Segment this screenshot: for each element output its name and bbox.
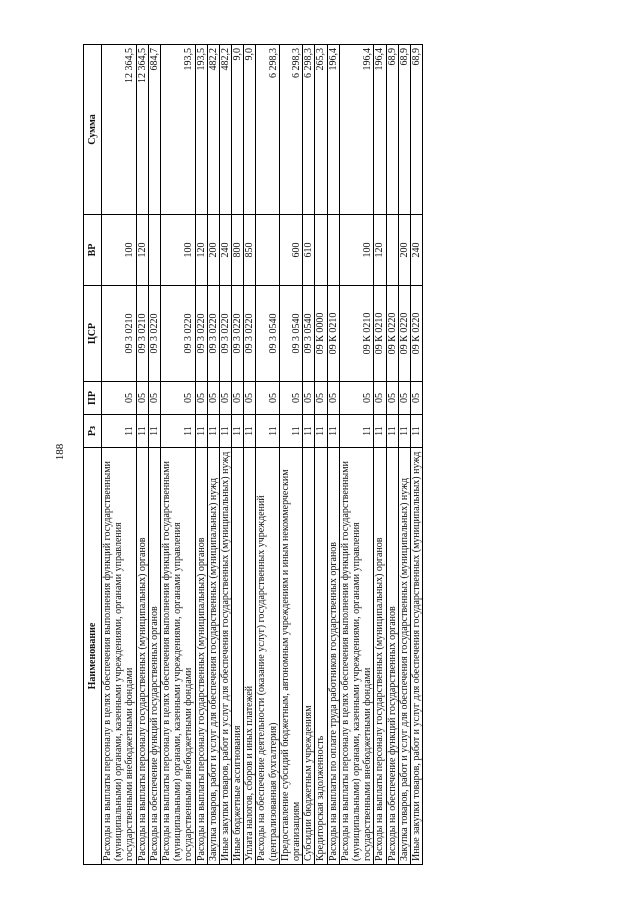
cell-csr: 09 3 0220 — [219, 286, 231, 382]
cell-sum: 9,0 — [244, 45, 256, 215]
cell-sum: 6 298,3 — [303, 45, 315, 215]
table-row — [160, 45, 195, 865]
cell-rz: 11 — [315, 415, 327, 448]
cell-name: Расходы на выплаты персоналу в целях обеспечения выполнения функций государственными (муниципальными) органами, казенными учреждениями, органами управления государственными внебюджетными фондами — [339, 448, 374, 865]
cell-rz: 11 — [244, 415, 256, 448]
cell-vr — [148, 215, 160, 286]
cell-sum: 265,3 — [315, 45, 327, 215]
cell-sum: 6 298,3 — [256, 45, 279, 215]
cell-sum: 68,9 — [386, 45, 398, 215]
cell-vr: 100 — [102, 215, 137, 286]
cell-name: Предоставление субсидий бюджетным, автономным учреждениям и иным некоммерческим организациям — [279, 448, 302, 865]
table-row — [148, 45, 160, 865]
cell-pr: 05 — [410, 382, 422, 415]
table-body — [102, 45, 423, 865]
cell-rz: 11 — [339, 415, 374, 448]
cell-sum: 193,5 — [160, 45, 195, 215]
cell-rz: 11 — [279, 415, 302, 448]
header-name: Наименование — [84, 448, 102, 865]
cell-vr: 120 — [195, 215, 207, 286]
cell-pr: 05 — [374, 382, 386, 415]
cell-csr: 09 К 0220 — [398, 286, 410, 382]
cell-sum: 12 364,5 — [102, 45, 137, 215]
cell-vr: 100 — [339, 215, 374, 286]
cell-pr: 05 — [327, 382, 339, 415]
cell-name: Расходы на выплаты персоналу государственных (муниципальных) органов — [195, 448, 207, 865]
cell-name: Иные закупки товаров, работ и услуг для обеспечения государственных (муниципальных) нужд — [219, 448, 231, 865]
cell-pr: 05 — [244, 382, 256, 415]
table-row — [232, 45, 244, 865]
cell-csr: 09 3 0220 — [148, 286, 160, 382]
cell-vr: 200 — [207, 215, 219, 286]
cell-sum: 6 298,3 — [279, 45, 302, 215]
cell-name: Закупка товаров, работ и услуг для обеспечения государственных (муниципальных) нужд — [398, 448, 410, 865]
cell-pr: 05 — [303, 382, 315, 415]
cell-pr: 05 — [386, 382, 398, 415]
cell-name: Расходы на выплаты персоналу государственных (муниципальных) органов — [136, 448, 148, 865]
cell-sum: 68,9 — [398, 45, 410, 215]
cell-vr: 600 — [279, 215, 302, 286]
table-row — [256, 45, 279, 865]
cell-vr: 120 — [374, 215, 386, 286]
cell-sum: 482,2 — [219, 45, 231, 215]
budget-table — [83, 44, 423, 865]
page-number: 188 — [54, 443, 66, 461]
cell-sum: 193,5 — [195, 45, 207, 215]
table-row — [102, 45, 137, 865]
cell-rz: 11 — [195, 415, 207, 448]
cell-rz: 11 — [398, 415, 410, 448]
cell-vr: 610 — [303, 215, 315, 286]
table-row — [207, 45, 219, 865]
cell-rz: 11 — [207, 415, 219, 448]
cell-csr: 09 3 0210 — [136, 286, 148, 382]
table-row — [136, 45, 148, 865]
cell-sum: 12 364,5 — [136, 45, 148, 215]
cell-vr — [256, 215, 279, 286]
cell-sum: 196,4 — [327, 45, 339, 215]
cell-rz: 11 — [136, 415, 148, 448]
cell-sum: 684,7 — [148, 45, 160, 215]
cell-pr: 05 — [279, 382, 302, 415]
table-row — [195, 45, 207, 865]
cell-name: Кредиторская задолженность — [315, 448, 327, 865]
cell-rz: 11 — [327, 415, 339, 448]
cell-csr: 09 К 0210 — [339, 286, 374, 382]
cell-csr: 09 3 0540 — [256, 286, 279, 382]
table-row — [339, 45, 374, 865]
cell-name: Расходы на выплаты персоналу в целях обеспечения выполнения функций государственными (муниципальными) органами, казенными учреждениями, органами управления государственными внебюджетными фондами — [102, 448, 137, 865]
cell-vr: 240 — [219, 215, 231, 286]
cell-csr: 09 3 0220 — [160, 286, 195, 382]
table-row — [303, 45, 315, 865]
cell-sum: 196,4 — [374, 45, 386, 215]
cell-vr: 240 — [410, 215, 422, 286]
cell-rz: 11 — [410, 415, 422, 448]
rotated-page-content — [83, 45, 423, 865]
cell-rz: 11 — [303, 415, 315, 448]
cell-vr — [315, 215, 327, 286]
cell-csr: 09 К 0220 — [386, 286, 398, 382]
header-rz: Рз — [84, 415, 102, 448]
cell-pr: 05 — [256, 382, 279, 415]
table-row — [386, 45, 398, 865]
cell-name: Расходы на обеспечение функций государственных органов — [148, 448, 160, 865]
cell-csr: 09 К 0210 — [327, 286, 339, 382]
cell-rz: 11 — [374, 415, 386, 448]
cell-csr: 09 К 0220 — [410, 286, 422, 382]
header-csr: ЦСР — [84, 286, 102, 382]
table-row — [374, 45, 386, 865]
header-pr: ПР — [84, 382, 102, 415]
cell-csr: 09 3 0220 — [244, 286, 256, 382]
cell-vr: 800 — [232, 215, 244, 286]
table-row — [315, 45, 327, 865]
cell-vr: 100 — [160, 215, 195, 286]
cell-pr: 05 — [136, 382, 148, 415]
cell-rz: 11 — [160, 415, 195, 448]
cell-csr: 09 3 0220 — [207, 286, 219, 382]
cell-name: Расходы на обеспечение функций государственных органов — [386, 448, 398, 865]
table-row — [327, 45, 339, 865]
header-vr: ВР — [84, 215, 102, 286]
cell-rz: 11 — [386, 415, 398, 448]
table-row — [244, 45, 256, 865]
cell-name: Субсидии бюджетным учреждениям — [303, 448, 315, 865]
cell-csr: 09 3 0540 — [303, 286, 315, 382]
cell-rz: 11 — [148, 415, 160, 448]
cell-name: Расходы на выплаты персоналу в целях обеспечения выполнения функций государственными (муниципальными) органами, казенными учреждениями, органами управления государственными внебюджетными фондами — [160, 448, 195, 865]
table-row — [410, 45, 422, 865]
cell-vr — [327, 215, 339, 286]
header-row — [84, 45, 102, 865]
cell-vr: 120 — [136, 215, 148, 286]
cell-name: Уплата налогов, сборов и иных платежей — [244, 448, 256, 865]
cell-csr: 09 К 0210 — [374, 286, 386, 382]
table-row — [279, 45, 302, 865]
cell-sum: 9,0 — [232, 45, 244, 215]
cell-pr: 05 — [102, 382, 137, 415]
cell-sum: 68,9 — [410, 45, 422, 215]
cell-csr: 09 3 0220 — [195, 286, 207, 382]
cell-pr: 05 — [315, 382, 327, 415]
cell-csr: 09 3 0220 — [232, 286, 244, 382]
cell-name: Расходы на обеспечение деятельности (оказание услуг) государственных учреждений (централизованная бухгалтерия) — [256, 448, 279, 865]
cell-pr: 05 — [339, 382, 374, 415]
table-row — [398, 45, 410, 865]
cell-pr: 05 — [207, 382, 219, 415]
cell-pr: 05 — [160, 382, 195, 415]
table-row — [219, 45, 231, 865]
cell-name: Закупка товаров, работ и услуг для обеспечения государственных (муниципальных) нужд — [207, 448, 219, 865]
cell-sum: 196,4 — [339, 45, 374, 215]
cell-vr: 200 — [398, 215, 410, 286]
cell-pr: 05 — [195, 382, 207, 415]
cell-rz: 11 — [102, 415, 137, 448]
cell-name: Расходы на выплаты по оплате труда работников государственных органов — [327, 448, 339, 865]
table-header — [84, 45, 102, 865]
cell-name: Расходы на выплаты персоналу государственных (муниципальных) органов — [374, 448, 386, 865]
cell-pr: 05 — [232, 382, 244, 415]
cell-sum: 482,2 — [207, 45, 219, 215]
cell-pr: 05 — [148, 382, 160, 415]
cell-pr: 05 — [219, 382, 231, 415]
cell-rz: 11 — [256, 415, 279, 448]
cell-vr — [386, 215, 398, 286]
cell-csr: 09 3 0210 — [102, 286, 137, 382]
cell-name: Иные закупки товаров, работ и услуг для обеспечения государственных (муниципальных) нужд — [410, 448, 422, 865]
cell-rz: 11 — [232, 415, 244, 448]
cell-name: Иные бюджетные ассигнования — [232, 448, 244, 865]
header-sum: Сумма — [84, 45, 102, 215]
cell-csr: 09 3 0540 — [279, 286, 302, 382]
cell-csr: 09 К 0000 — [315, 286, 327, 382]
cell-rz: 11 — [219, 415, 231, 448]
cell-vr: 850 — [244, 215, 256, 286]
cell-pr: 05 — [398, 382, 410, 415]
